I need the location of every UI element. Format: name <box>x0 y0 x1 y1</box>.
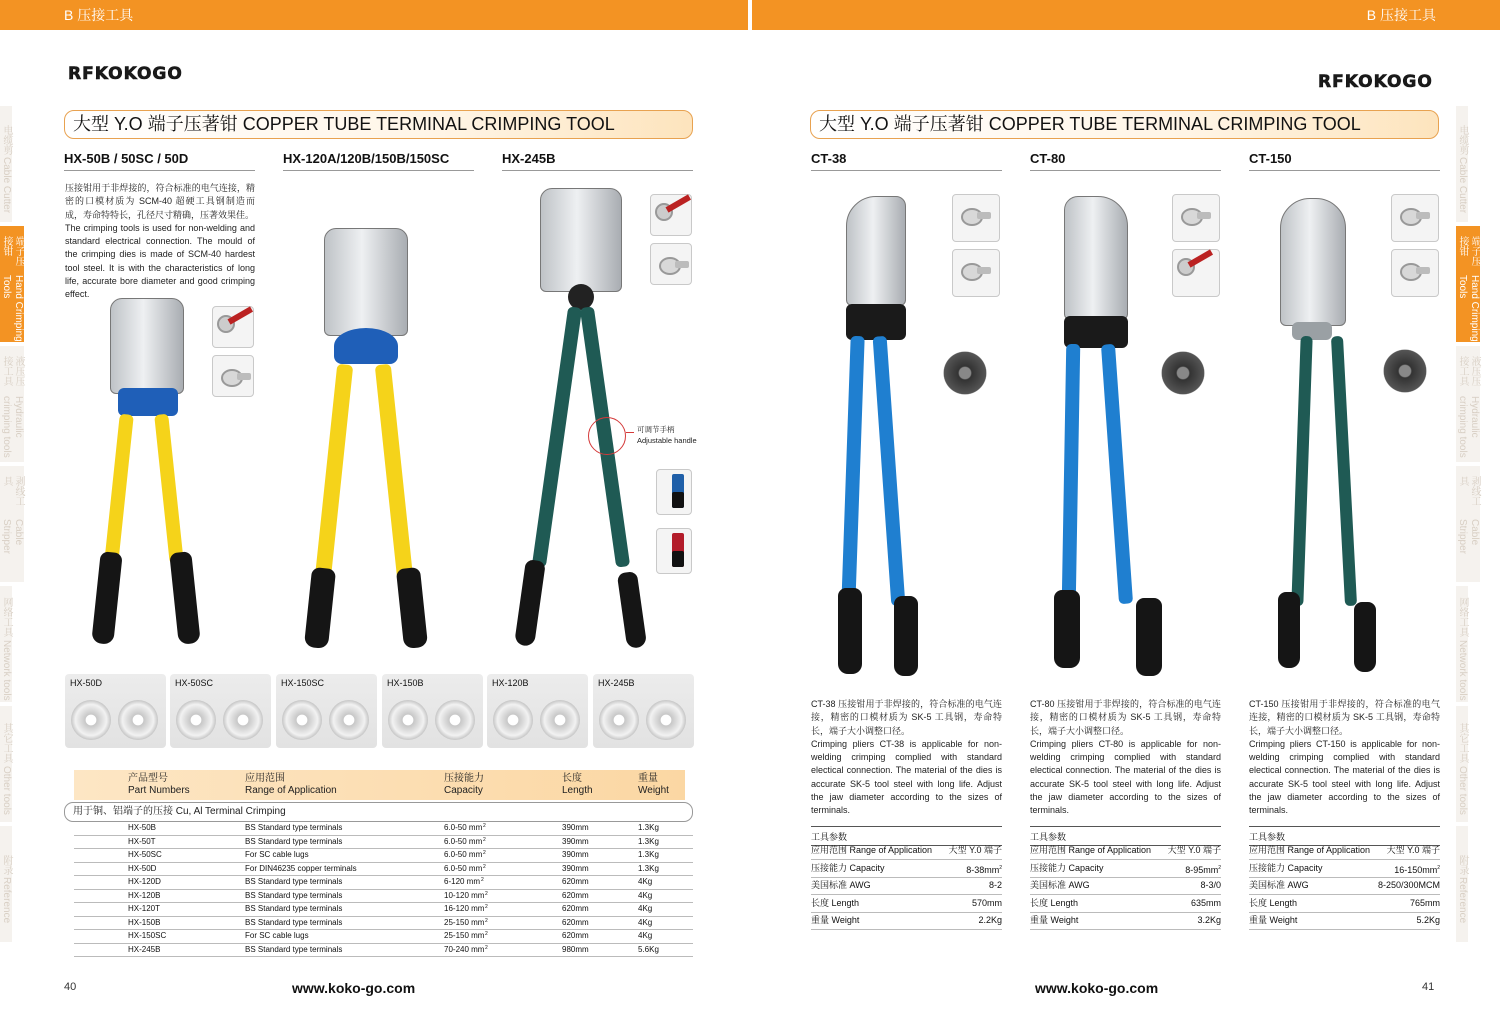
table-row <box>74 863 693 877</box>
table-cell-range: BS Standard type terminals <box>245 877 343 886</box>
tool-head <box>324 228 408 336</box>
callout-label-cn: 可调节手柄 <box>637 425 675 434</box>
param-row <box>1249 860 1440 878</box>
param-value: 8-250/300MCM <box>1377 880 1440 891</box>
unit-superscript: 2 <box>485 904 488 910</box>
table-cell-len: 390mm <box>562 836 589 846</box>
table-cell-len: 980mm <box>562 944 589 954</box>
unit-superscript: 2 <box>485 917 488 924</box>
unit-superscript: 2 <box>485 944 488 951</box>
die-label: HX-120B <box>492 678 529 688</box>
col-header-cn: 长度 <box>562 773 582 784</box>
sidebar-item-label-en: Network tools <box>1457 640 1468 701</box>
table-cell-cap: 6.0-50 mm <box>444 863 483 873</box>
col-header-cn: 应用范围 <box>245 773 285 784</box>
sidebar-item-reference[interactable] <box>0 826 12 942</box>
table-row <box>74 903 693 917</box>
sidebar-item-other[interactable] <box>0 706 12 822</box>
param-value: 8-3/0 <box>1200 880 1221 891</box>
description-cn: CT-150 压接钳用于非焊接的，符合标准的电气连接，精密的口模材质为 SK-5 工具钢，寿命特长，端子大小调整口径。 <box>1249 699 1440 736</box>
table-cell-part: HX-50SC <box>128 850 162 859</box>
tool-grip <box>514 559 546 647</box>
table-cell-wt: 4Kg <box>638 904 653 913</box>
die-gear-icon <box>1156 346 1210 400</box>
sidebar-item-other[interactable] <box>1456 706 1468 822</box>
tool-arm <box>1062 344 1081 604</box>
table-cell-len: 390mm <box>562 823 589 832</box>
param-key: 重量 Weight <box>1030 915 1079 926</box>
die-label: HX-150B <box>387 678 424 688</box>
tool-arm <box>375 364 413 580</box>
tool-grip <box>1136 598 1162 676</box>
model-heading: HX-50B / 50SC / 50D <box>64 151 255 171</box>
table-cell-range: BS Standard type terminals <box>245 823 343 832</box>
table-cell-range: BS Standard type terminals <box>245 890 343 900</box>
table-cell-range: For SC cable lugs <box>245 931 309 940</box>
tool-head <box>540 188 622 292</box>
product-description <box>1249 698 1440 818</box>
table-cell-wt: 4Kg <box>638 917 653 927</box>
sidebar-item-label-en: Cable Cutter <box>1 157 12 214</box>
unit-superscript: 2 <box>1218 864 1221 871</box>
param-value: 570mm <box>971 897 1002 908</box>
param-key: 应用范围 Range of Application <box>1030 845 1152 855</box>
die-card <box>276 674 377 748</box>
sidebar-item-network[interactable] <box>1456 586 1468 702</box>
param-row <box>811 912 1002 930</box>
die-label: HX-50SC <box>175 678 214 688</box>
die-gear-icon <box>938 346 992 400</box>
unit-superscript: 2 <box>485 931 488 937</box>
table-cell-part: HX-50D <box>128 863 157 873</box>
param-value: 大型 Y.0 端子 <box>1167 845 1221 855</box>
sidebar-item-label-en: Network tools <box>1 640 12 701</box>
table-cell-part: HX-245B <box>128 944 161 954</box>
unit-superscript: 2 <box>483 836 486 843</box>
col-header-length <box>562 773 593 797</box>
product-description <box>811 698 1002 818</box>
callout-label-en: Adjustable handle <box>637 436 697 445</box>
col-header-part <box>128 773 190 797</box>
unit-superscript: 2 <box>1437 864 1440 871</box>
param-value: 大型 Y.0 端子 <box>948 845 1002 855</box>
tool-head <box>1280 198 1346 326</box>
sidebar-item-label-cn: 附录 <box>1 854 12 875</box>
section-header-left: B 压接工具 <box>0 0 748 30</box>
tool-grip <box>1054 590 1080 668</box>
param-row <box>1030 842 1221 860</box>
param-row <box>811 895 1002 913</box>
page-title-right: 大型 Y.O 端子压著钳 COPPER TUBE TERMINAL CRIMPING TOOL <box>810 110 1439 139</box>
sidebar-item-cable-stripper[interactable] <box>1456 466 1480 582</box>
tool-arm <box>1331 336 1357 606</box>
die-gear-icon <box>118 700 158 740</box>
unit-superscript: 2 <box>481 877 484 883</box>
description-en: Crimping pliers CT-150 is applicable for non-welding crimping complied with standard electical connection. The material of the dies is accurate SK-5 tool steel with long life. Adjust the jaw diameter according to the sizes of terminals. <box>1249 738 1440 816</box>
die-card <box>65 674 166 748</box>
die-gear-icon <box>71 700 111 740</box>
sidebar-item-label-en: Hydraulic crimping tools <box>1457 396 1480 458</box>
sidebar-item-network[interactable] <box>0 586 12 702</box>
footer-url-left[interactable]: www.koko-go.com <box>292 980 416 996</box>
tool-head <box>846 196 906 306</box>
die-label: HX-50D <box>70 678 103 688</box>
product-description <box>1030 698 1221 818</box>
params-title: 工具参数 <box>1030 826 1221 846</box>
die-label: HX-150SC <box>281 678 325 688</box>
model-heading: CT-80 <box>1030 151 1221 171</box>
die-gear-icon <box>329 700 369 740</box>
sidebar-item-cable-stripper[interactable] <box>0 466 24 582</box>
tool-grip <box>169 551 200 645</box>
params-title: 工具参数 <box>1249 826 1440 846</box>
sidebar-item-label-cn: 端子压接钳 <box>1 236 24 266</box>
table-cell-cap: 25-150 mm <box>444 931 485 940</box>
spec-table-header <box>74 770 685 800</box>
table-row <box>74 944 693 958</box>
die-card <box>170 674 271 748</box>
param-row <box>1030 860 1221 878</box>
sidebar-item-label-cn: 网络工具 <box>1457 597 1468 638</box>
sidebar-item-label-en: Other tools <box>1 765 12 815</box>
params-title: 工具参数 <box>811 826 1002 846</box>
die-gear-icon <box>1378 344 1432 398</box>
terminal-thumbnail <box>1391 194 1439 242</box>
terminal-thumbnail <box>952 194 1000 242</box>
sidebar-item-label-cn: 液压压接工具 <box>1457 356 1480 386</box>
param-row <box>1030 912 1221 930</box>
terminal-thumbnail <box>1172 194 1220 242</box>
param-value: 大型 Y.0 端子 <box>1386 845 1440 855</box>
tool-head <box>110 298 184 394</box>
page-number-left: 40 <box>64 981 77 993</box>
param-value: 8-2 <box>988 880 1002 891</box>
param-value: 3.2Kg <box>1197 915 1221 926</box>
tool-arm <box>315 364 353 580</box>
model-heading: HX-120A/120B/150B/150SC <box>283 151 474 171</box>
unit-superscript: 2 <box>485 890 488 897</box>
table-cell-cap: 6.0-50 mm <box>444 850 483 859</box>
description-cn: 压接钳用于非焊接的，符合标准的电气连接，精密的口模材质为 SCM-40 超硬工具钢制造而成，寿命特特长，孔径尺寸精确，压著效果佳。 <box>65 183 255 220</box>
sidebar-item-label-en: Reference <box>1 877 12 924</box>
param-row <box>1249 877 1440 895</box>
col-header-en: Capacity <box>444 785 483 796</box>
param-row <box>1249 842 1440 860</box>
tool-neck <box>334 328 398 364</box>
sidebar-item-label-cn: 其它工具 <box>1457 723 1468 764</box>
table-cell-cap: 6.0-50 mm <box>444 836 483 846</box>
spec-group-label: 用于铜、铝端子的压接 Cu, Al Terminal Crimping <box>64 802 693 822</box>
param-value: 2.2Kg <box>978 915 1002 926</box>
sidebar-item-label-cn: 剥线工具 <box>1 476 24 506</box>
table-row <box>74 930 693 944</box>
sidebar-item-label-cn: 剥线工具 <box>1457 476 1480 506</box>
terminal-thumbnail <box>1391 249 1439 297</box>
sidebar-item-cable-cutter[interactable] <box>0 106 12 222</box>
model-heading: CT-150 <box>1249 151 1440 171</box>
col-header-weight <box>638 773 669 797</box>
param-value: 5.2Kg <box>1416 915 1440 926</box>
tool-grip <box>1278 592 1300 668</box>
param-key: 美国标准 AWG <box>811 880 871 891</box>
callout-circle <box>588 417 626 455</box>
tool-head <box>1064 196 1128 320</box>
col-header-cn: 压接能力 <box>444 773 484 784</box>
table-row <box>74 849 693 863</box>
page-number-right: 41 <box>1422 981 1435 993</box>
terminal-thumbnail <box>650 194 692 236</box>
footer-url-right[interactable]: www.koko-go.com <box>1035 980 1159 996</box>
col-header-en: Length <box>562 785 593 796</box>
tool-grip <box>838 588 862 674</box>
die-gear-icon <box>599 700 639 740</box>
table-cell-wt: 4Kg <box>638 931 653 940</box>
table-cell-len: 620mm <box>562 890 589 900</box>
sidebar-item-label-en: Hand Crimping Tools <box>1457 274 1480 342</box>
table-cell-range: BS Standard type terminals <box>245 944 343 954</box>
param-key: 美国标准 AWG <box>1030 880 1090 891</box>
param-key: 压接能力 Capacity <box>1030 862 1104 873</box>
table-cell-cap: 6-120 mm <box>444 877 481 886</box>
unit-superscript: 2 <box>483 863 486 870</box>
die-gear-icon <box>540 700 580 740</box>
table-cell-len: 620mm <box>562 931 589 940</box>
page-title-left: 大型 Y.O 端子压著钳 COPPER TUBE TERMINAL CRIMPING TOOL <box>64 110 693 139</box>
param-key: 长度 Length <box>811 897 860 908</box>
model-heading: HX-245B <box>502 151 693 171</box>
sidebar-item-hydraulic[interactable] <box>1456 346 1480 462</box>
param-key: 重量 Weight <box>811 915 860 926</box>
tool-arm <box>532 306 582 567</box>
param-value: $8-95mm^2$ <box>1185 864 1221 875</box>
param-row <box>1249 912 1440 930</box>
table-cell-wt: 4Kg <box>638 877 653 886</box>
table-cell-part: HX-120T <box>128 904 161 913</box>
sidebar-item-hydraulic[interactable] <box>0 346 24 462</box>
unit-superscript: 2 <box>483 850 486 856</box>
table-row <box>74 917 693 931</box>
handle-thumbnail-blue <box>656 469 692 515</box>
product-description <box>65 182 255 302</box>
param-value: 635mm <box>1190 897 1221 908</box>
die-card <box>382 674 483 748</box>
table-cell-cap: 16-120 mm <box>444 904 485 913</box>
table-cell-len: 620mm <box>562 877 589 886</box>
tool-grip <box>396 567 428 649</box>
sidebar-item-label-cn: 附录 <box>1457 854 1468 875</box>
table-cell-range: For DIN46235 copper terminals <box>245 863 357 873</box>
sidebar-item-label-cn: 液压压接工具 <box>1 356 24 386</box>
terminal-thumbnail <box>1172 249 1220 297</box>
table-cell-range: BS Standard type terminals <box>245 836 343 846</box>
tool-arm <box>841 336 864 606</box>
param-value: 765mm <box>1409 897 1440 908</box>
description-en: Crimping pliers CT-38 is applicable for non-welding crimping complied with standard electical connection. The material of the dies is accurate SK-5 tool steel with long life. Adjust the jaw diameter according to the sizes of terminals. <box>811 738 1002 816</box>
die-gear-icon <box>223 700 263 740</box>
col-header-en: Range of Application <box>245 785 337 796</box>
tool-grip <box>91 551 122 645</box>
table-cell-part: HX-150SC <box>128 931 167 940</box>
param-value: $16-150mm^2$ <box>1394 864 1440 875</box>
model-heading: CT-38 <box>811 151 1002 171</box>
tool-grip <box>894 596 918 676</box>
sidebar-right <box>1456 106 1500 946</box>
table-row <box>74 822 693 836</box>
tool-neck <box>846 304 906 340</box>
sidebar-item-cable-cutter[interactable] <box>1456 106 1468 222</box>
param-key: 长度 Length <box>1030 897 1079 908</box>
table-cell-wt: 5.6Kg <box>638 944 659 954</box>
param-row <box>811 842 1002 860</box>
terminal-thumbnail <box>212 306 254 348</box>
table-row <box>74 836 693 850</box>
table-cell-len: 390mm <box>562 863 589 873</box>
page-gutter <box>748 0 752 1018</box>
unit-superscript: 2 <box>483 823 486 829</box>
param-key: 长度 Length <box>1249 897 1298 908</box>
description-en: The crimping tools is used for non-welding and standard electrical connection. The mould of the crimping dies is made of SCM-40 hardest tool steel. It is with the characteristics of long life, accurate bore diameter and good crimping effect. <box>65 222 255 300</box>
die-gear-icon <box>493 700 533 740</box>
table-cell-cap: 6.0-50 mm <box>444 823 483 832</box>
unit-superscript: 2 <box>999 864 1002 871</box>
table-cell-range: For SC cable lugs <box>245 850 309 859</box>
col-header-en: Weight <box>638 785 669 796</box>
table-cell-len: 620mm <box>562 917 589 927</box>
die-gear-icon <box>435 700 475 740</box>
col-header-range <box>245 773 337 797</box>
table-cell-part: HX-120D <box>128 877 161 886</box>
table-cell-wt: 4Kg <box>638 890 653 900</box>
table-row <box>74 890 693 904</box>
terminal-thumbnail <box>212 355 254 397</box>
param-row <box>1030 895 1221 913</box>
callout-label <box>637 424 697 446</box>
table-cell-wt: 1.3Kg <box>638 823 659 832</box>
sidebar-item-reference[interactable] <box>1456 826 1468 942</box>
description-en: Crimping pliers CT-80 is applicable for non-welding crimping complied with standard electical connection. The material of the dies is accurate SK-5 tool steel with long life. Adjust the jaw diameter according to the sizes of terminals. <box>1030 738 1221 816</box>
die-card <box>593 674 694 748</box>
die-label: HX-245B <box>598 678 635 688</box>
table-cell-wt: 1.3Kg <box>638 863 659 873</box>
brand-logo-right: RFKOKOGO <box>1318 72 1433 92</box>
terminal-thumbnail <box>952 249 1000 297</box>
tool-arm <box>873 336 906 606</box>
sidebar-item-label-en: Other tools <box>1457 765 1468 815</box>
tool-neck <box>118 388 178 416</box>
sidebar-item-label-en: Hydraulic crimping tools <box>1 396 24 458</box>
param-key: 应用范围 Range of Application <box>811 845 933 855</box>
sidebar-item-hand-crimping[interactable] <box>1456 226 1480 342</box>
tool-arm <box>104 414 134 565</box>
col-header-cn: 重量 <box>638 773 658 784</box>
param-key: 压接能力 Capacity <box>811 862 885 873</box>
param-row <box>811 877 1002 895</box>
param-key: 重量 Weight <box>1249 915 1298 926</box>
table-cell-wt: 1.3Kg <box>638 836 659 846</box>
table-cell-part: HX-150B <box>128 917 161 927</box>
table-cell-part: HX-120B <box>128 890 161 900</box>
col-header-en: Part Numbers <box>128 785 190 796</box>
die-gear-icon <box>388 700 428 740</box>
callout-line <box>626 432 634 433</box>
table-cell-len: 390mm <box>562 850 589 859</box>
tool-neck <box>1292 322 1332 340</box>
brand-logo-left: RFKOKOGO <box>68 64 183 84</box>
table-cell-part: HX-50B <box>128 823 157 832</box>
table-cell-part: HX-50T <box>128 836 156 846</box>
param-key: 美国标准 AWG <box>1249 880 1309 891</box>
die-gear-icon <box>176 700 216 740</box>
table-cell-cap: 10-120 mm <box>444 890 485 900</box>
tool-arm <box>1291 336 1312 606</box>
sidebar-item-label-cn: 其它工具 <box>1 723 12 764</box>
handle-thumbnail-red <box>656 528 692 574</box>
param-value: $8-38mm^2$ <box>966 864 1002 875</box>
param-row <box>811 860 1002 878</box>
sidebar-item-label-en: Cable Stripper <box>1 518 24 554</box>
die-gear-icon <box>282 700 322 740</box>
tool-grip <box>617 571 647 649</box>
sidebar-left <box>0 106 44 946</box>
die-card <box>487 674 588 748</box>
tool-arm <box>154 414 184 565</box>
tool-grip <box>304 567 336 649</box>
section-header-right: B 压接工具 <box>752 0 1500 30</box>
table-cell-cap: 25-150 mm <box>444 917 485 927</box>
tool-arm <box>1101 344 1133 604</box>
col-header-cn: 产品型号 <box>128 773 168 784</box>
sidebar-item-label-cn: 网络工具 <box>1 597 12 638</box>
sidebar-item-label-cn: 电缆剪 <box>1 124 12 155</box>
tool-grip <box>1354 602 1376 672</box>
sidebar-item-label-en: Reference <box>1457 877 1468 924</box>
description-cn: CT-80 压接钳用于非焊接的，符合标准的电气连接，精密的口模材质为 SK-5 工具钢，寿命特长，端子大小调整口径。 <box>1030 699 1221 736</box>
sidebar-item-label-en: Cable Cutter <box>1457 157 1468 214</box>
col-header-capacity <box>444 773 484 797</box>
table-cell-range: BS Standard type terminals <box>245 904 343 913</box>
table-cell-wt: 1.3Kg <box>638 850 659 859</box>
param-row <box>1249 895 1440 913</box>
sidebar-item-label-cn: 电缆剪 <box>1457 124 1468 155</box>
param-key: 应用范围 Range of Application <box>1249 845 1371 855</box>
table-cell-range: BS Standard type terminals <box>245 917 343 927</box>
table-row <box>74 876 693 890</box>
table-cell-len: 620mm <box>562 904 589 913</box>
table-cell-cap: 70-240 mm <box>444 944 485 954</box>
param-row <box>1030 877 1221 895</box>
param-key: 压接能力 Capacity <box>1249 862 1323 873</box>
sidebar-item-label-en: Cable Stripper <box>1457 518 1480 554</box>
description-cn: CT-38 压接钳用于非焊接的，符合标准的电气连接，精密的口模材质为 SK-5 工具钢，寿命特长，端子大小调整口径。 <box>811 699 1002 736</box>
terminal-thumbnail <box>650 243 692 285</box>
die-gear-icon <box>646 700 686 740</box>
sidebar-item-label-en: Hand Crimping Tools <box>1 274 24 342</box>
sidebar-item-label-cn: 端子压接钳 <box>1457 236 1480 266</box>
sidebar-item-hand-crimping[interactable] <box>0 226 24 342</box>
